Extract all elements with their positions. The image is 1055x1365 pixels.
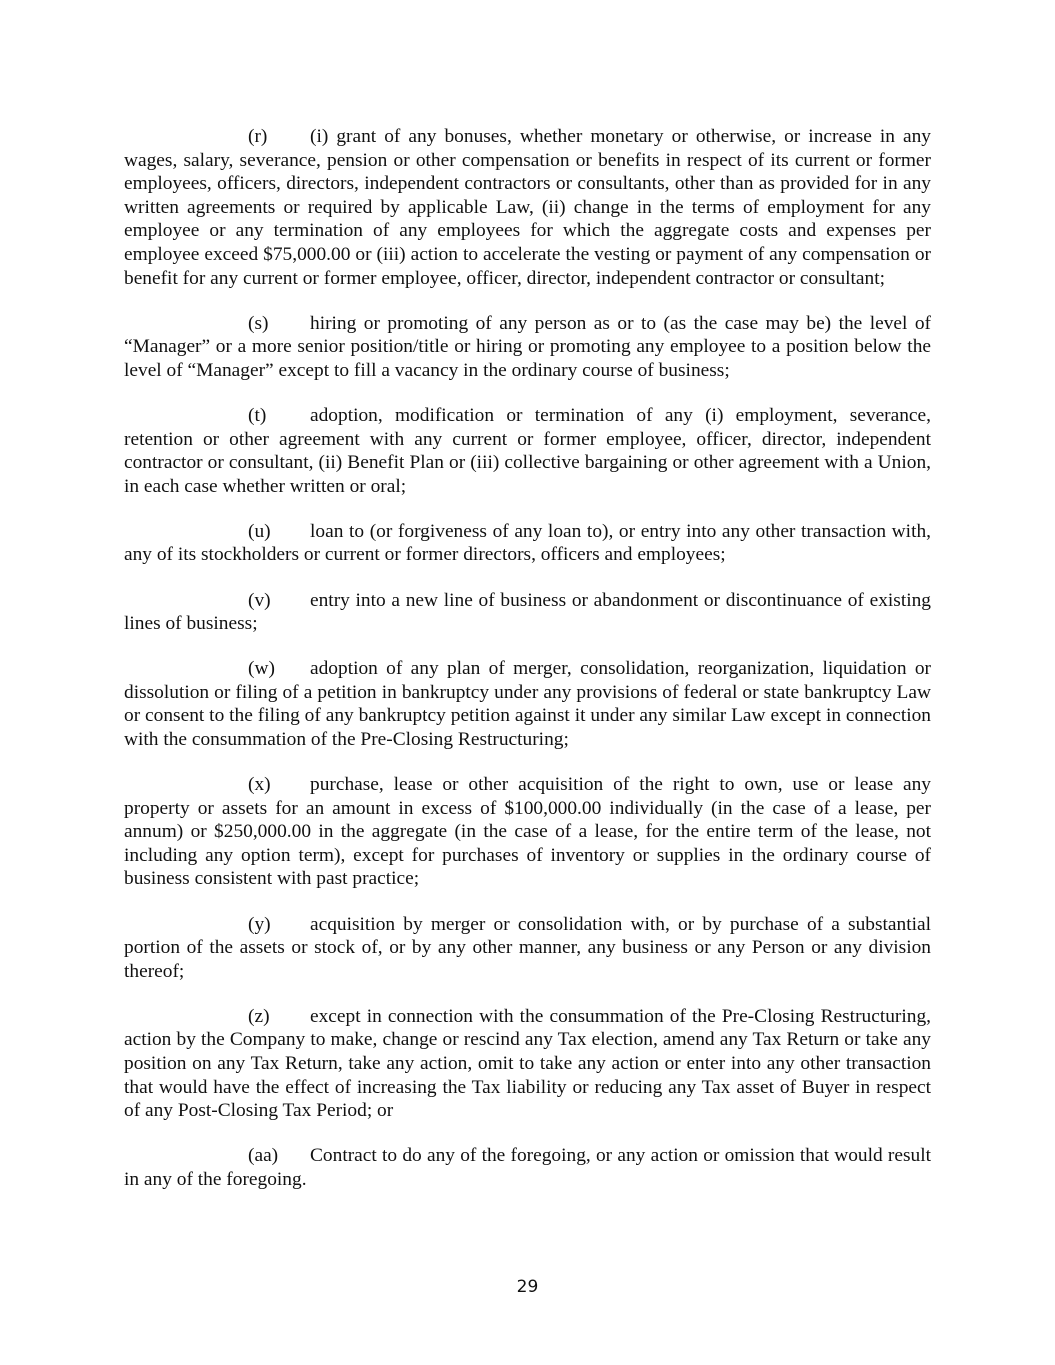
clause-label: (r) <box>248 126 268 147</box>
clause-text: except in connection with the consummation of the Pre-Closing Restructuring, action by the Company to make, change or rescind any Tax election, amend any Tax Return or take any position on any Tax Return, take any action, omit to take any action or enter into any other transaction that would have the effect of increasing the Tax liability or reducing any Tax asset of Buyer in respect of any Post-Closing Tax Period; or <box>124 1005 931 1122</box>
clause-t <box>124 404 931 498</box>
clause-aa <box>124 1144 931 1191</box>
clause-label: (w) <box>248 658 275 680</box>
clause-x <box>124 773 931 891</box>
document-body <box>124 125 931 1213</box>
clause-label: (aa) <box>248 1145 279 1167</box>
clause-label: (s) <box>248 312 269 334</box>
clause-r <box>124 125 931 290</box>
clause-text: loan to (or forgiveness of any loan to), or entry into any other transaction with, any of its stockholders or current or former directors, officers and employees; <box>124 520 931 566</box>
clause-v <box>124 589 931 636</box>
clause-text: purchase, lease or other acquisition of the right to own, use or lease any property or assets for an amount in excess of $100,000.00 individually (in the case of a lease, per annum) or $250,000.00 in the aggregate (in the case of a lease, for the entire term of the lease, not including any option term), except for purchases of inventory or supplies in the ordinary course of business consistent with past practice; <box>124 774 931 890</box>
clause-text: adoption, modification or termination of any (i) employment, severance, retention or other agreement with any current or former employee, officer, director, independent contractor or consultant, (ii) Benefit Plan or (iii) collective bargaining or other agreement with a Union, in each case whether written or oral; <box>124 404 931 497</box>
page-number: 29 <box>516 1277 539 1297</box>
clause-label: (y) <box>248 913 271 935</box>
clause-u <box>124 520 931 567</box>
clause-label: (t) <box>248 404 267 426</box>
clause-text: Contract to do any of the foregoing, or any action or omission that would result in any of the foregoing. <box>124 1145 931 1190</box>
clause-y <box>124 913 931 984</box>
clause-text: adoption of any plan of merger, consolidation, reorganization, liquidation or dissolution or filing of a petition in bankruptcy under any provisions of federal or state bankruptcy Law or consent to the filing of any bankruptcy petition against it under any similar Law except in connection with the consummation of the Pre-Closing Restructuring; <box>124 658 931 750</box>
clause-text: acquisition by merger or consolidation with, or by purchase of a substantial portion of the assets or stock of, or by any other manner, any business or any Person or any division thereof; <box>124 913 931 982</box>
clause-label: (u) <box>248 520 271 542</box>
clause-label: (z) <box>248 1005 270 1027</box>
clause-label: (x) <box>248 774 271 796</box>
clause-text: hiring or promoting of any person as or to (as the case may be) the level of “Manager” or a more senior position/title or hiring or promoting any employee to a position below the level of “Manager” except to fill a vacancy in the ordinary course of business; <box>124 312 931 381</box>
clause-z <box>124 1005 931 1123</box>
clause-label: (v) <box>248 589 271 611</box>
clause-s <box>124 312 931 383</box>
clause-w <box>124 657 931 751</box>
clause-text: entry into a new line of business or abandonment or discontinuance of existing lines of business; <box>124 589 931 635</box>
clause-text: (i) grant of any bonuses, whether monetary or otherwise, or increase in any wages, salary, severance, pension or other compensation or benefits in respect of its current or former employees, officers, directors, independent contractors or consultants, other than as provided for in any written agreements or required by applicable Law, (ii) change in the terms of employment for any employee or any termination of any employees for which the aggregate costs and expenses per employee exceed $75,000.00 or (iii) action to accelerate the vesting or payment of any compensation or benefit for any current or former employee, officer, director, independent contractor or consultant; <box>124 126 931 289</box>
